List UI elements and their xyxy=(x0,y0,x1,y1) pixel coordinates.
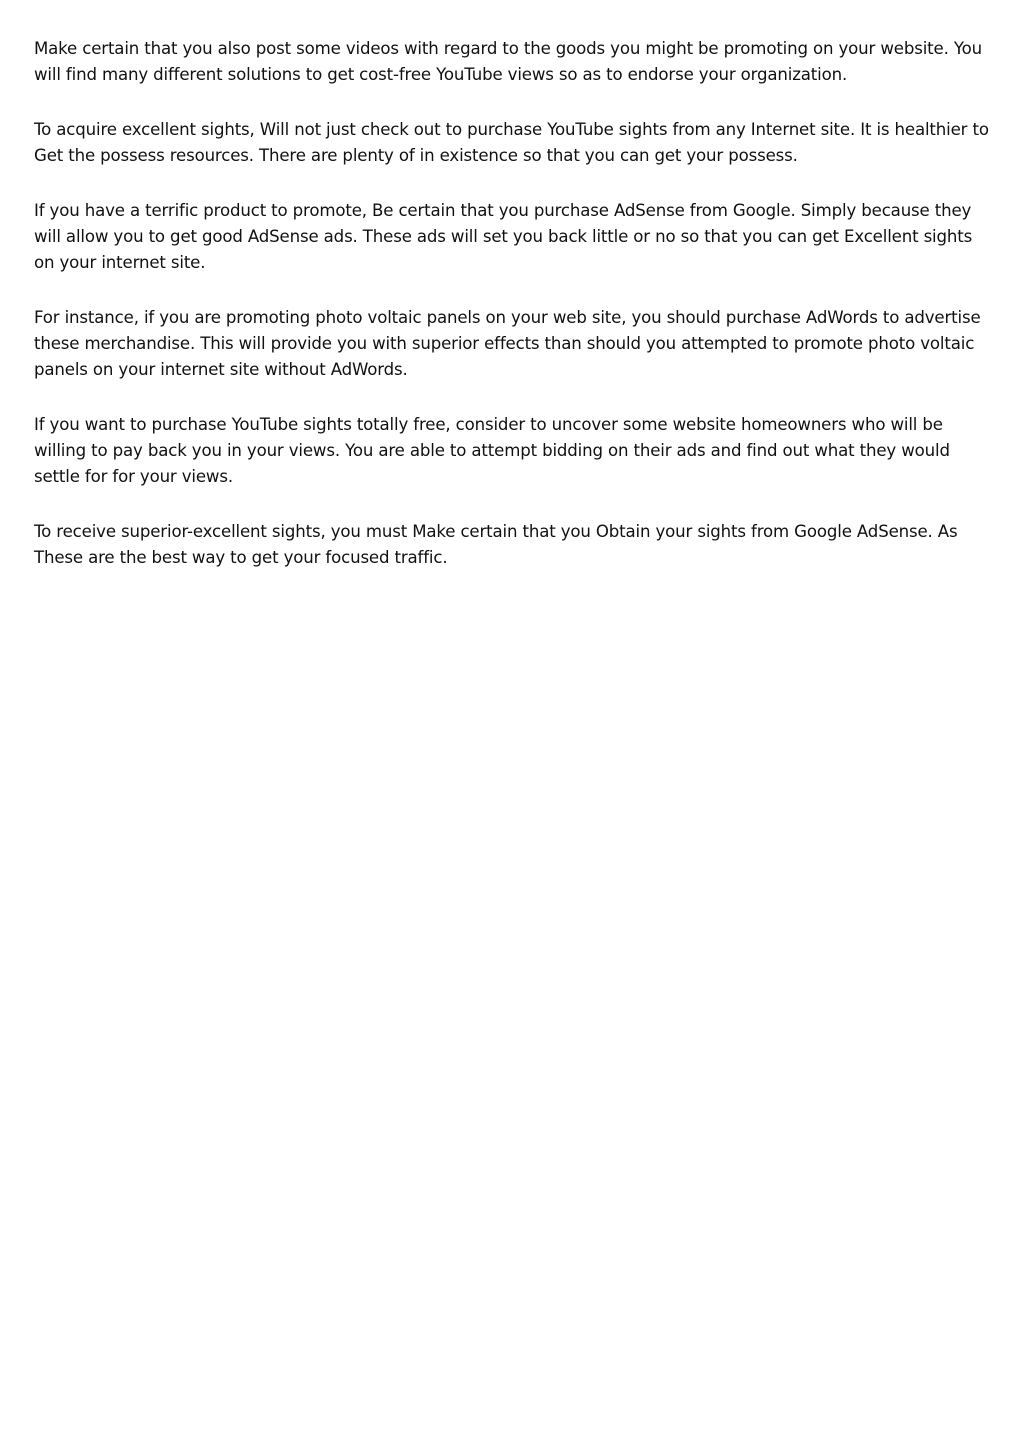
paragraph-6: To receive superior-excellent sights, you must Make certain that you Obtain your sights from Google AdSense. As These are the best way to get your focused traffic. xyxy=(34,522,958,567)
paragraph-4: For instance, if you are promoting photo voltaic panels on your web site, you should purchase AdWords to advertise these merchandise. This will provide you with superior effects than should you attempted to promote photo voltaic panels on your internet site without AdWords. xyxy=(34,308,981,379)
paragraph-5: If you want to purchase YouTube sights totally free, consider to uncover some website homeowners who will be willing to pay back you in your views. You are able to attempt bidding on their ads and find out what they would settle for for your views. xyxy=(34,415,950,486)
document-body xyxy=(34,36,994,600)
paragraph-1: Make certain that you also post some videos with regard to the goods you might be promoting on your website. You will find many different solutions to get cost-free YouTube views so as to endorse your organization. xyxy=(34,39,982,84)
paragraph-2: To acquire excellent sights, Will not just check out to purchase YouTube sights from any Internet site. It is healthier to Get the possess resources. There are plenty of in existence so that you can get your possess. xyxy=(34,120,989,165)
paragraph-3: If you have a terrific product to promote, Be certain that you purchase AdSense from Google. Simply because they will allow you to get good AdSense ads. These ads will set you back little or no so that you can get Excellent sights on your internet site. xyxy=(34,201,973,272)
